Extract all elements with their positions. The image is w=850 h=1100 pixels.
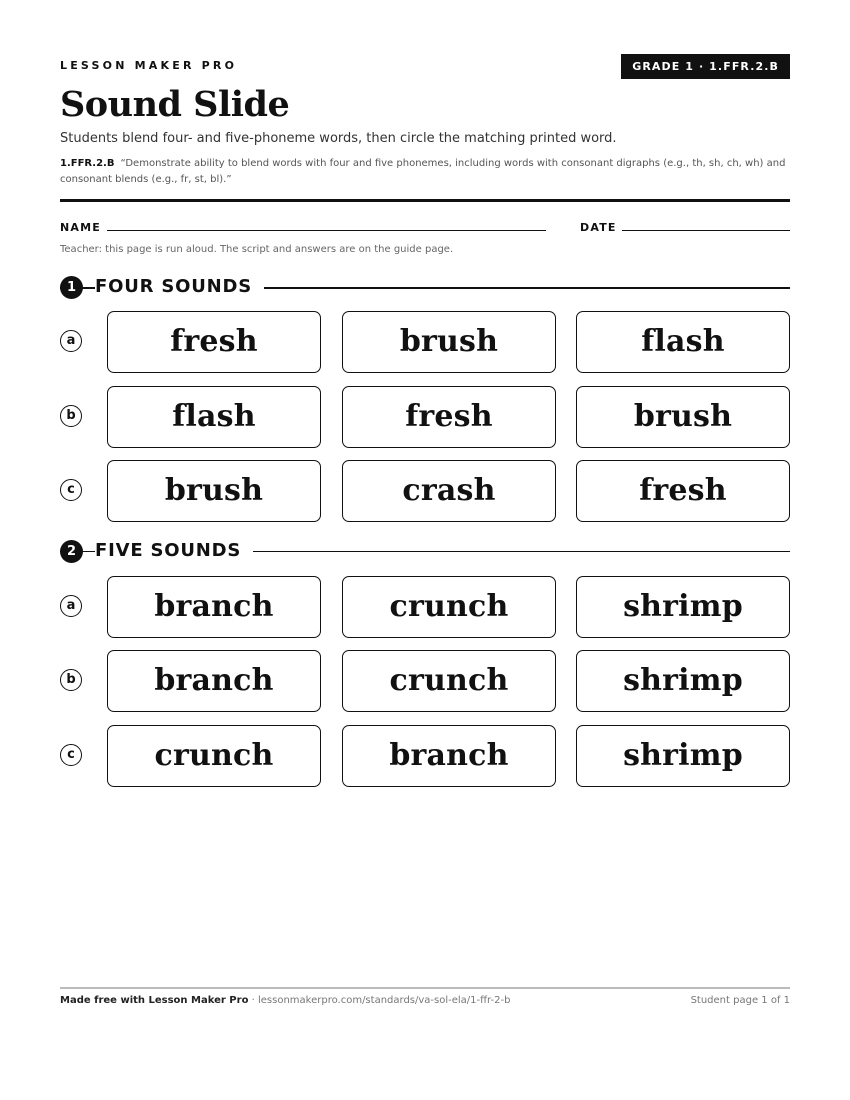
page-subtitle: Students blend four- and five-phoneme words, then circle the matching printed word.	[60, 131, 617, 146]
standard-code: 1.FFR.2.B	[60, 158, 115, 169]
worksheet-page	[60, 0, 790, 1100]
question-row	[60, 386, 790, 448]
question-row	[60, 460, 790, 522]
word-choice[interactable]: shrimp	[576, 576, 790, 638]
standard-text: “Demonstrate ability to blend words with four and five phonemes, including words with consonant digraphs (e.g., th, sh, ch, wh) and consonant blends (e.g., fr, st, bl).”	[60, 158, 786, 185]
section-header-five-sounds	[60, 538, 790, 562]
word-choice[interactable]: shrimp	[576, 650, 790, 712]
word-choice[interactable]: shrimp	[576, 725, 790, 787]
row-letter-badge: b	[60, 669, 82, 691]
word-choice[interactable]: brush	[576, 386, 790, 448]
section-header-four-sounds	[60, 274, 790, 298]
footer-made-with: Made free with Lesson Maker Pro	[60, 995, 249, 1006]
section-title: FOUR SOUNDS	[95, 274, 264, 300]
row-letter-badge: a	[60, 595, 82, 617]
footer-url: · lessonmakerpro.com/standards/va-sol-ela/1-ffr-2-b	[248, 995, 511, 1006]
word-choice[interactable]: crunch	[107, 725, 321, 787]
word-choice[interactable]: branch	[107, 650, 321, 712]
word-choice[interactable]: crunch	[342, 650, 556, 712]
word-choice[interactable]: branch	[107, 576, 321, 638]
standard-description	[60, 156, 790, 188]
section-number-badge: 2	[60, 540, 83, 563]
section-number-badge: 1	[60, 276, 83, 299]
footer-divider	[60, 987, 790, 989]
question-row	[60, 576, 790, 638]
word-choice[interactable]: brush	[107, 460, 321, 522]
question-row	[60, 311, 790, 373]
word-choice[interactable]: crash	[342, 460, 556, 522]
name-field[interactable]	[107, 230, 546, 231]
word-choice[interactable]: branch	[342, 725, 556, 787]
footer-credit	[60, 995, 510, 1006]
teacher-note: Teacher: this page is run aloud. The script and answers are on the guide page.	[60, 244, 454, 255]
date-field[interactable]	[622, 230, 790, 231]
grade-badge: GRADE 1 · 1.FFR.2.B	[621, 54, 790, 79]
footer-page-number: Student page 1 of 1	[690, 995, 790, 1006]
row-letter-badge: b	[60, 405, 82, 427]
row-letter-badge: a	[60, 330, 82, 352]
question-row	[60, 725, 790, 787]
word-choice[interactable]: flash	[107, 386, 321, 448]
word-choice[interactable]: crunch	[342, 576, 556, 638]
brand-name: LESSON MAKER PRO	[60, 59, 238, 72]
word-choice[interactable]: fresh	[342, 386, 556, 448]
section-title: FIVE SOUNDS	[95, 538, 253, 564]
word-choice[interactable]: fresh	[576, 460, 790, 522]
row-letter-badge: c	[60, 744, 82, 766]
word-choice[interactable]: brush	[342, 311, 556, 373]
name-label: NAME	[60, 221, 101, 234]
date-label: DATE	[580, 221, 617, 234]
question-row	[60, 650, 790, 712]
word-choice[interactable]: flash	[576, 311, 790, 373]
row-letter-badge: c	[60, 479, 82, 501]
word-choice[interactable]: fresh	[107, 311, 321, 373]
page-title: Sound Slide	[60, 84, 290, 125]
header-divider	[60, 199, 790, 202]
